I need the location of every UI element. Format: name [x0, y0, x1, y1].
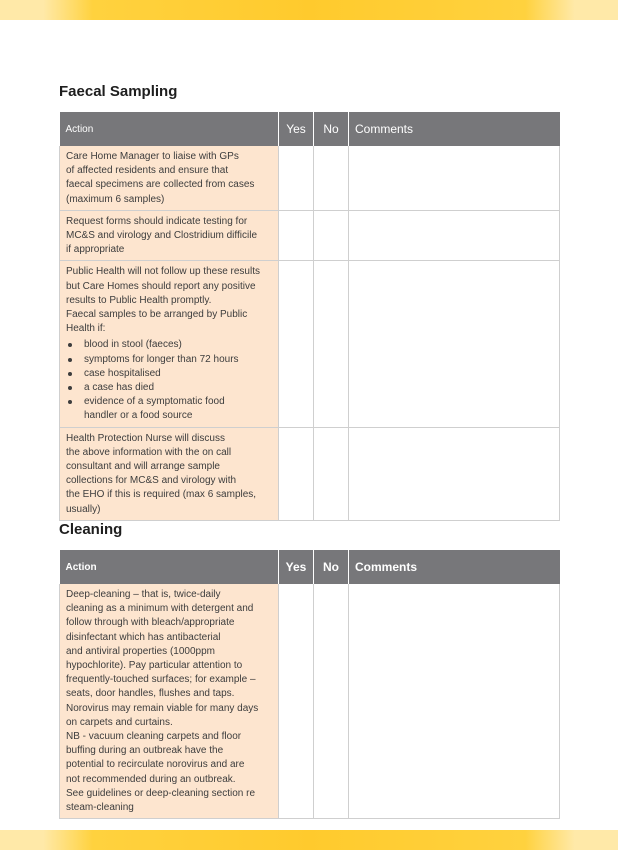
action-text-line: Health Protection Nurse will discuss [66, 432, 225, 444]
header-yes: Yes [279, 112, 314, 146]
cleaning-title: Cleaning [59, 521, 123, 538]
action-text-line: but Care Homes should report any positive [66, 280, 256, 292]
table-row [60, 146, 560, 210]
action-text-line: Care Home Manager to liaise with GPs [66, 151, 239, 162]
action-text-line: Public Health will not follow up these results [66, 266, 260, 278]
action-text-line: collections for MC&S and virology with [66, 475, 237, 487]
list-item-continuation: handler or a food source [84, 410, 193, 422]
list-item: symptoms for longer than 72 hours [66, 353, 272, 367]
action-text-line: results to Public Health promptly. [66, 294, 212, 306]
action-text-line: and antiviral properties (1000ppm [66, 645, 215, 657]
action-text-line: MC&S and virology and Clostridium difficile [66, 230, 258, 242]
table-header-row [60, 112, 560, 146]
action-text-line: the EHO if this is required (max 6 samples, [66, 489, 257, 501]
action-text-line: disinfectant which has antibacterial [66, 631, 221, 643]
header-comments: Comments [349, 112, 560, 146]
no-checkbox-cell[interactable] [314, 146, 349, 210]
action-cell [60, 584, 279, 819]
action-cell [60, 146, 279, 210]
table-row [60, 584, 560, 819]
action-text-line: buffing during an outbreak have the [66, 745, 224, 757]
header-action: Action [60, 112, 279, 146]
action-text-line: the above information with the on call [66, 446, 232, 458]
action-text-line: if appropriate [66, 244, 125, 256]
yes-checkbox-cell[interactable] [279, 427, 314, 520]
header-no: No [314, 112, 349, 146]
action-text-line: Faecal samples to be arranged by Public [66, 309, 248, 321]
action-text-line: hypochlorite). Pay particular attention to [66, 660, 243, 672]
action-text-line: (maximum 6 samples) [66, 193, 165, 205]
table-row [60, 427, 560, 520]
cleaning-table [59, 550, 560, 819]
action-text-line: consultant and will arrange sample [66, 461, 220, 473]
bottom-decorative-band [0, 830, 618, 850]
action-text-line: Norovirus may remain viable for many days [66, 702, 259, 714]
header-comments: Comments [349, 550, 560, 584]
action-text-line: frequently-touched surfaces; for example – [66, 674, 256, 686]
action-text-line: usually) [66, 503, 101, 515]
no-checkbox-cell[interactable] [314, 427, 349, 520]
action-text-line: follow through with bleach/appropriate [66, 617, 235, 629]
action-text-line: cleaning as a minimum with detergent and [66, 603, 254, 615]
yes-checkbox-cell[interactable] [279, 210, 314, 261]
comments-cell[interactable] [349, 584, 560, 819]
action-text-line: on carpets and curtains. [66, 716, 173, 728]
action-text-line: potential to recirculate norovirus and are [66, 759, 245, 771]
list-item: blood in stool (faeces) [66, 338, 272, 352]
comments-cell[interactable] [349, 146, 560, 210]
action-text-line: steam-cleaning [66, 802, 134, 814]
comments-cell[interactable] [349, 261, 560, 427]
comments-cell[interactable] [349, 210, 560, 261]
action-text-line: faecal specimens are collected from cases [66, 179, 255, 191]
action-text-line: of affected residents and ensure that [66, 165, 229, 177]
table-header-row [60, 550, 560, 584]
action-cell [60, 427, 279, 520]
action-cell [60, 210, 279, 261]
action-text-line: not recommended during an outbreak. [66, 773, 236, 785]
header-no: No [314, 550, 349, 584]
list-item: a case has died [66, 381, 272, 395]
action-text-line: NB - vacuum cleaning carpets and floor [66, 731, 242, 743]
action-text-line: See guidelines or deep-cleaning section re [66, 787, 256, 799]
header-action: Action [60, 550, 279, 584]
faecal-sampling-table [59, 112, 560, 521]
action-text-line: Request forms should indicate testing for [66, 215, 248, 227]
action-text-line: Health if: [66, 323, 106, 335]
no-checkbox-cell[interactable] [314, 584, 349, 819]
list-item: evidence of a symptomatic food [66, 395, 272, 409]
action-cell [60, 261, 279, 427]
criteria-list [66, 338, 272, 409]
no-checkbox-cell[interactable] [314, 210, 349, 261]
top-decorative-band [0, 0, 618, 20]
table-row [60, 261, 560, 427]
no-checkbox-cell[interactable] [314, 261, 349, 427]
yes-checkbox-cell[interactable] [279, 584, 314, 819]
comments-cell[interactable] [349, 427, 560, 520]
header-yes: Yes [279, 550, 314, 584]
action-text-line: Deep-cleaning – that is, twice-daily [66, 589, 221, 600]
yes-checkbox-cell[interactable] [279, 146, 314, 210]
table-row [60, 210, 560, 261]
yes-checkbox-cell[interactable] [279, 261, 314, 427]
faecal-sampling-title: Faecal Sampling [59, 83, 178, 100]
list-item: case hospitalised [66, 367, 272, 381]
action-text-line: seats, door handles, flushes and taps. [66, 688, 235, 700]
